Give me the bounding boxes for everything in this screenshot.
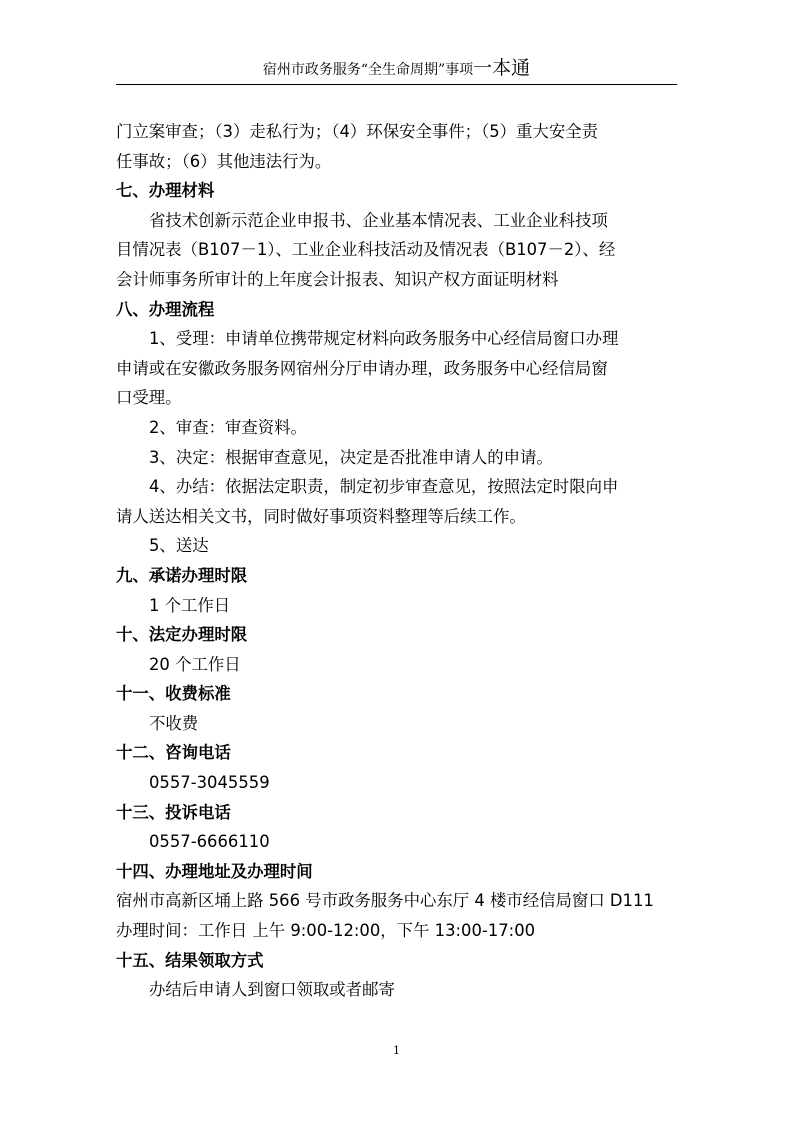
section-heading: 十四、办理地址及办理时间 (116, 861, 313, 881)
paragraph-line: 1、受理：申请单位携带规定材料向政务服务中心经信局窗口办理 (149, 329, 619, 349)
paragraph-line: 会计师事务所审计的上年度会计报表、知识产权方面证明材料 (116, 269, 559, 289)
paragraph-line: 申请或在安徽政务服务网宿州分厅申请办理，政务服务中心经信局窗 (116, 358, 608, 378)
phone-number: 0557-6666110 (149, 832, 270, 852)
address-line: 宿州市高新区埇上路 566 号市政务服务中心东厅 4 楼市经信局窗口 D111 (116, 891, 654, 911)
hours-line: 办理时间：工作日 上午 9:00-12:00，下午 13:00-17:00 (116, 921, 536, 941)
section-heading: 八、办理流程 (116, 299, 215, 319)
paragraph-line: 任事故；（6）其他违法行为。 (116, 151, 332, 171)
section-heading: 十三、投诉电话 (116, 802, 231, 822)
section-heading: 十五、结果领取方式 (116, 950, 264, 970)
section-heading: 九、承诺办理时限 (116, 565, 248, 585)
section-heading: 十二、咨询电话 (116, 743, 231, 763)
paragraph-line: 口受理。 (116, 388, 182, 408)
document-body (116, 117, 686, 1005)
paragraph-line: 请人送达相关文书，同时做好事项资料整理等后续工作。 (116, 506, 526, 526)
section-heading: 十、法定办理时限 (116, 625, 248, 645)
header-title-suffix: 一本通 (473, 57, 531, 79)
header-title: 宿州市政务服务“全生命周期”事项 (262, 62, 474, 78)
paragraph-line: 5、送达 (149, 536, 209, 556)
paragraph-line: 20 个工作日 (149, 654, 241, 674)
paragraph-line: 4、办结：依据法定职责，制定初步审查意见，按照法定时限向申 (149, 477, 619, 497)
paragraph-line: 办结后申请人到窗口领取或者邮寄 (149, 980, 395, 1000)
page-header (116, 56, 677, 85)
phone-number: 0557-3045559 (149, 773, 270, 793)
paragraph-line: 不收费 (149, 713, 199, 733)
paragraph-line: 目情况表（B107－1）、工业企业科技活动及情况表（B107－2）、经 (116, 240, 616, 260)
page-number: 1 (393, 1044, 400, 1057)
section-heading: 十一、收费标准 (116, 684, 231, 704)
paragraph-line: 门立案审查；（3）走私行为；（4）环保安全事件；（5）重大安全责 (116, 122, 599, 141)
paragraph-line: 3、决定：根据审查意见，决定是否批准申请人的申请。 (149, 447, 553, 467)
section-heading: 七、办理材料 (116, 181, 215, 201)
paragraph-line: 2、审查：审查资料。 (149, 417, 307, 437)
paragraph-line: 1 个工作日 (149, 595, 231, 615)
paragraph-line: 省技术创新示范企业申报书、企业基本情况表、工业企业科技项 (149, 210, 608, 230)
